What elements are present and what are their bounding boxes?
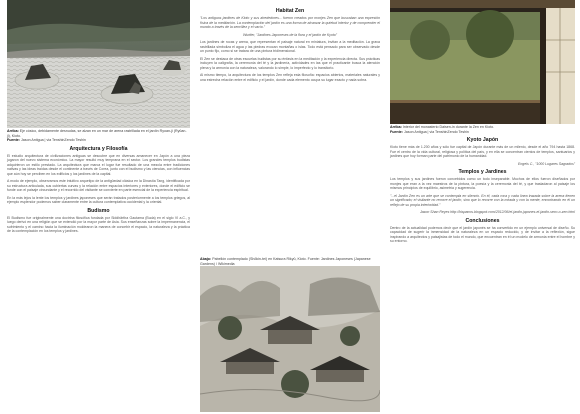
citation: Jason Shan Reyes http://hispanos.blogspot.com/2012/06/el-jardin-japones-el-jardin-seco-o-zen.html <box>419 210 575 215</box>
paragraph: El Budismo fue originalmente una doctrina filosófica fundada por Siddhārtha Gautama (Buda) en el siglo VI a.C., y luego derivó en una religión que se extendió por la mayor parte de Asia. Sus enseñanzas sobre la impermanencia, el sufrimiento y el camino hacia la iluminación moldearon la manera de concebir el espacio, la naturaleza y la práctica de la contemplación en los templos y jardines. <box>7 215 190 234</box>
quote-citation: Wurtter, "Jardines Japoneses de la flora y el jardín de Kyoto" <box>242 32 338 37</box>
painting-caption: Abajo: Pabellón contemplado (Shōkin-tei) en Katsura Rikyū, Kioto. Fuente: Jardines Japoneses (Japanese Gardens) / Wikimedia <box>200 257 371 266</box>
monastery-interior-photo <box>390 0 575 124</box>
paragraph: A modo de ejemplo, observamos este intuitivo arquetipo de la antigüedad clásica en la Dinastía Tang, identificada por su estructura articulada, sus cubiertas curvas y la relación entre espacios interiores y exteriores, donde el edificio se funde con el paisaje circundante y el recorrido del visitante se convierte en parte esencial de la experiencia espiritual. <box>7 179 190 193</box>
paragraph: El Zen se destaca de otras escuelas budistas por su énfasis en la meditación y la experiencia directa. Sus prácticas incluyen la caligrafía, la ceremonia del té y la jardinería, actividades en las que el practicante busca la atención plena y la armonía con la naturaleza, valorando lo simple, lo imperfecto y lo transitorio. <box>200 56 380 70</box>
paragraph: Al mismo tiempo, la arquitectura de los templos Zen refleja esta filosofía: espacios abiertos, materiales naturales y una estrecha relación entre el edificio y el jardín, donde cada elemento ocupa su lugar exacto y nada sobra. <box>200 73 380 82</box>
column-right <box>390 0 575 247</box>
paragraph: En la más lejos la lente los templos y jardines japoneses que serán tratados posteriormente a los templos griegos, al ejemplo esplendor podemos saber claramente entre la cultura contemplativa occidental y la oriental. <box>7 195 190 205</box>
quote-paragraph: "Los antiguos jardines de Kioto y sus alrededores... fueron creados por monjes Zen que buscaban una expresión física de la meditación. La contemplación del jardín es una forma de alcanzar la quietud interior y de comprender el mundo a través de la sencillez y el vacío." <box>200 16 380 29</box>
quote-paragraph: "...el Jardín Zen es un arte que se contempla en silencio. En él, cada roca y cada línea trazada sobre la arena tienen un significado; el visitante no recorre el jardín, sino que lo recorre con la mirada y con la mente, encontrando en él un reflejo de su propia interioridad." <box>390 193 575 207</box>
column-middle <box>200 0 380 266</box>
heading-kyoto: Kyoto Japón <box>466 137 499 144</box>
heading-buddhism: Budismo <box>87 207 110 214</box>
paragraph: Kioto tiene más de 1.200 años y sólo fue capital de Japón durante más de un milenio, desde el año 794 hasta 1868. Fue el centro de la vida cultural, religiosa y política del país, y en ella se concentran cientos de templos, santuarios y jardines que hoy forman parte del patrimonio de la humanidad. <box>390 145 575 159</box>
paragraph: Dentro de la actualidad podemos decir que el jardín japonés se ha convertido en un ejemplo universal de diseño. Su capacidad de sugerir la inmensidad de la naturaleza en un espacio reducido, y de invitar a la reflexión, sigue inspirando a arquitectos y paisajistas de todo el mundo, que encuentran en él un modelo de armonía entre el hombre y su entorno. <box>390 225 575 244</box>
heading-temples-gardens: Templos y Jardines <box>458 169 507 176</box>
paragraph: Los templos y sus jardines fueron concebidos como un todo inseparable. Muchos de ellos fueron diseñados por monjes que eran a la vez maestros de la pintura, la poesía y la ceremonia del té, y que trasladaron al paisaje los mismos principios de equilibrio, asimetría y sugerencia. <box>390 177 575 191</box>
rock-garden-photo <box>7 0 190 128</box>
photo-caption: Arriba: Eje cósico, debidamente desnudas, se alzan en un mar de arena rastrillada en el jardín Ryoan-ji (Ryūan-ji), Kioto. Fuente: Jason Antigua | via TenshinZendo Teshin <box>7 129 187 143</box>
heading-habitat-zen: Habitat Zen <box>275 8 305 14</box>
paragraph: Los jardines de rocas y arena, que representan el paisaje natural en miniatura, invitan a la meditación. La grava rastrillada simboliza el agua y las piedras evocan montañas o islas. Todo está pensado para ser observado desde un punto fijo, como si se tratara de una pintura tridimensional. <box>200 40 380 53</box>
photo-caption: Arriba: Interior del monasterio Daisen-in durante la Zen en Kioto. Fuente: Jason Antigua | via TenshinZendo Teshin <box>390 125 495 134</box>
citation: Engels C., "1000 Lugares Sagrados" <box>518 161 575 166</box>
column-left <box>7 0 190 237</box>
paragraph: El estudio arquitectura de civilizaciones antiguas se descubre que en diversas amanecer en Japón a una pieza jugaron del nuevo sistema económico. La mayor resultó muy temprana en el sector. Los grandes templos budistas adquirieron un estilo prestado. La arquitectura que marca el lugar fue resultado de una mezcla entre tradiciones nativas y las ideas traídas desde el continente a través de Corea, junto con el budismo y las ciencias, con influencias que aún hoy se perciben en los edificios y los jardines de la capital. <box>7 153 190 176</box>
heading-conclusions: Conclusiones <box>465 217 500 224</box>
heading-architecture: Arquitectura y Filosofía <box>69 145 128 152</box>
temple-painting <box>200 266 380 412</box>
